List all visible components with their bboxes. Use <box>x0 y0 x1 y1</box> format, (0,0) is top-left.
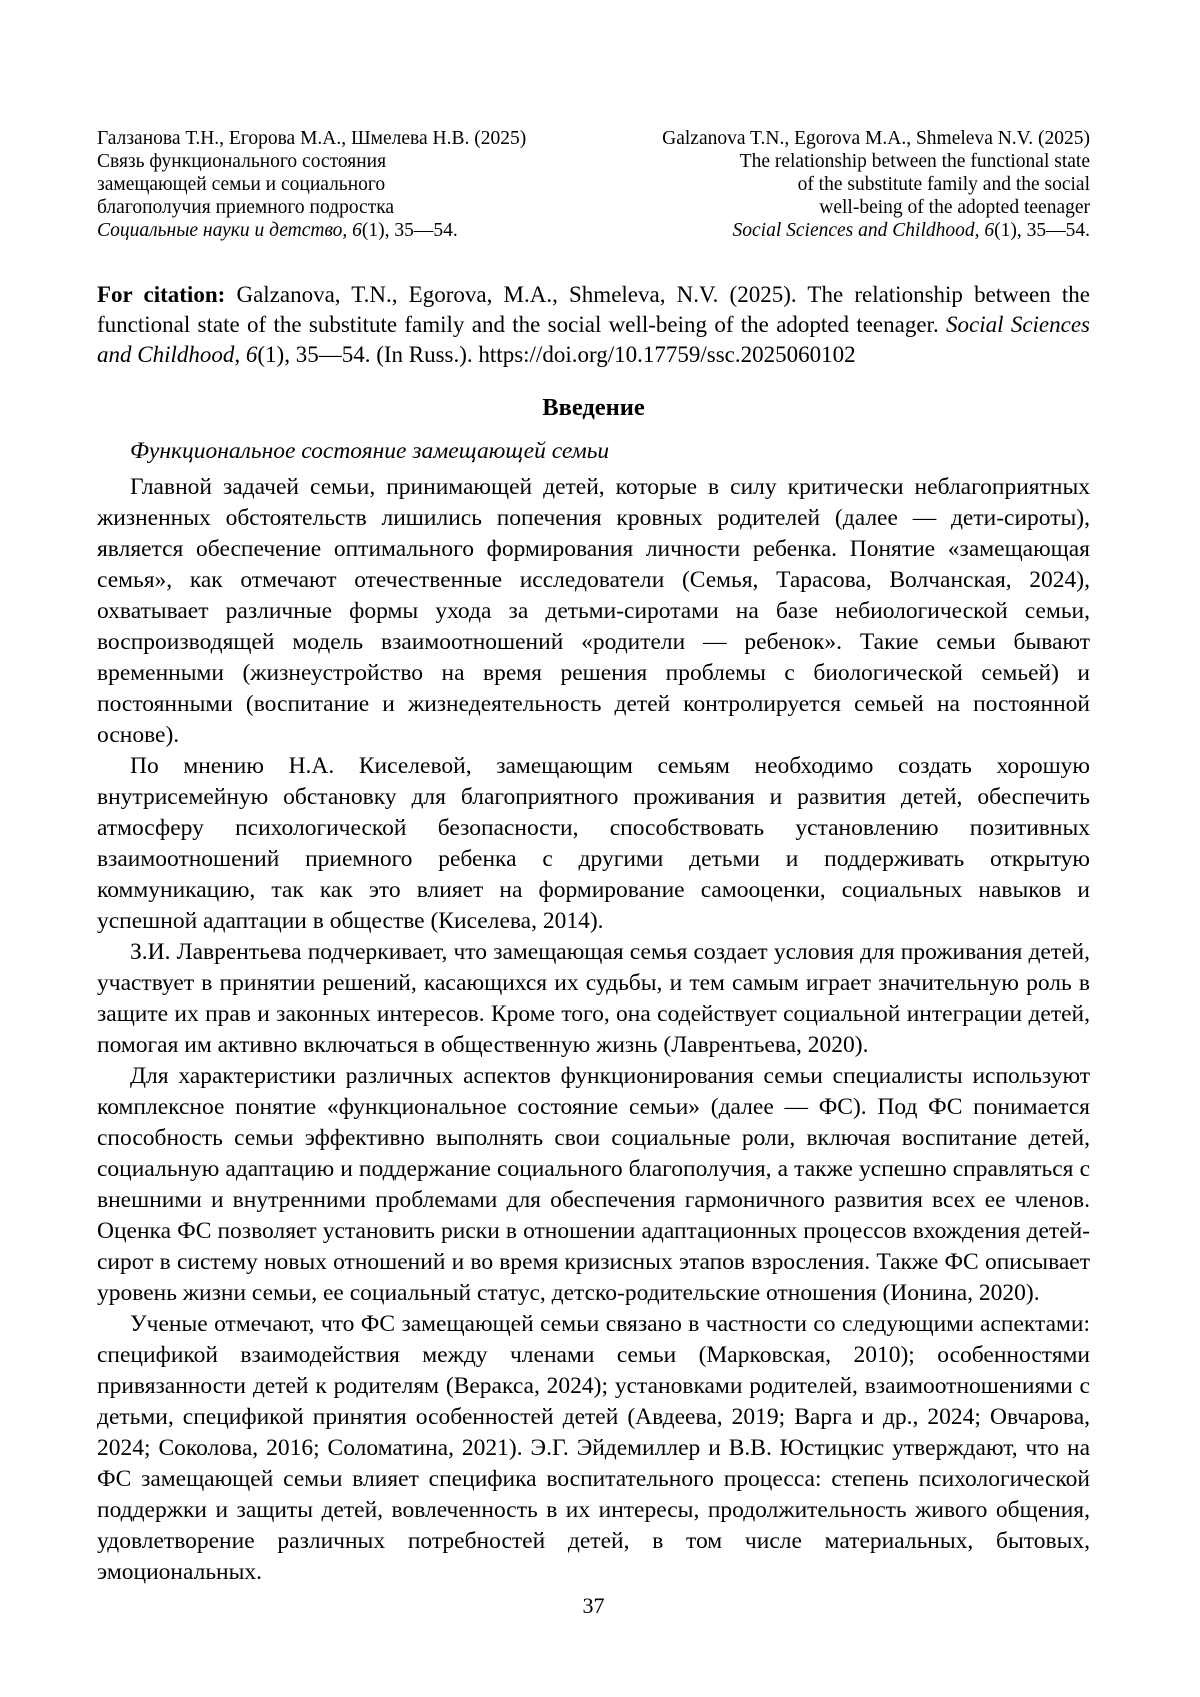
journal-issue-en: (1), 35—54. <box>994 220 1090 241</box>
journal-title-en: Social Sciences and Childhood, 6 <box>732 220 995 241</box>
header-authors-en: Galzanova T.N., Egorova M.A., Shmeleva N.V. (2025) <box>662 128 1090 149</box>
header-title-en-line2: of the substitute family and the social <box>797 174 1090 195</box>
header-title-en-line3: well-being of the adopted teenager <box>819 197 1090 218</box>
header-journal-ref-ru <box>97 219 526 242</box>
header-citation-russian <box>97 127 526 242</box>
journal-title-ru: Социальные науки и детство, 6 <box>97 220 362 241</box>
body-paragraph-1: Главной задачей семьи, принимающей детей, которые в силу критически неблагоприятных жизненных обстоятельств лишились попечения кровных родителей (далее — дети-сироты), является обеспечение оптимального формирования личности ребенка. Понятие «замещающая семья», как отмечают отечественные исследователи (Семья, Тарасова, Волчанская, 2024), охватывает различные формы ухода за детьми-сиротами на базе небиологической семьи, воспроизводящей модель взаимоотношений «родители — ребенок». Такие семьи бывают временными (жизнеустройство на время решения проблемы с биологической семьей) и постоянными (воспитание и жизнедеятельность детей контролируется семьей на постоянной основе). <box>97 474 1090 748</box>
citation-journal-title: Social Sciences and Childhood, 6 <box>97 312 1090 367</box>
doi-url: https://doi.org/10.17759/ssc.2025060102 <box>478 342 856 367</box>
header-title-ru-line2: замещающей семьи и социального <box>97 174 386 195</box>
page-number: 37 <box>582 1593 605 1618</box>
journal-issue-ru: (1), 35—54. <box>361 220 458 241</box>
citation-text: Galzanova, T.N., Egorova, M.A., Shmeleva, N.V. (2025). The relationship between the functional state of the substitute family and the social well-being of the adopted teenager. <box>97 282 1090 337</box>
header-journal-ref-en <box>662 219 1090 242</box>
article-header <box>97 127 1090 242</box>
for-citation-paragraph <box>97 280 1090 370</box>
for-citation-label: For citation: <box>97 282 226 307</box>
subsection-heading-functional-state: Функциональное состояние замещающей семьи <box>130 438 610 464</box>
citation-issue-pages: (1), 35—54. (In Russ.). <box>257 342 479 367</box>
header-citation-english <box>662 127 1090 242</box>
body-paragraph-4: Для характеристики различных аспектов функционирования семьи специалисты используют комплексное понятие «функциональное состояние семьи» (далее — ФС). Под ФС понимается способность семьи эффективно выполнять свои социальные роли, включая воспитание детей, социальную адаптацию и поддержание социального благополучия, а также успешно справляться с внешними и внутренними проблемами для обеспечения гармоничного развития всех ее членов. Оценка ФС позволяет установить риски в отношении адаптационных процессов вхождения детей-сирот в систему новых отношений и во время кризисных этапов взросления. Также ФС описывает уровень жизни семьи, ее социальный статус, детско-родительские отношения (Ионина, 2020). <box>97 1063 1090 1306</box>
body-paragraph-5: Ученые отмечают, что ФС замещающей семьи связано в частности со следующими аспектами: спецификой взаимодействия между членами семьи (Марковская, 2010); особенностями привязанности детей к родителям (Веракса, 2024); установками родителей, взаимоотношениями с детьми, спецификой принятия особенностей детей (Авдеева, 2019; Варга и др., 2024; Овчарова, 2024; Соколова, 2016; Соломатина, 2021). Э.Г. Эйдемиллер и В.В. Юстицкис утверждают, что на ФС замещающей семьи влияет специфика воспитательного процесса: степень психологической поддержки и защиты детей, вовлеченность в их интересы, продолжительность живого общения, удовлетворение различных потребностей детей, в том числе материальных, бытовых, эмоциональных. <box>97 1311 1090 1585</box>
header-title-ru-line1: Связь функционального состояния <box>97 151 387 172</box>
section-heading-introduction: Введение <box>542 394 645 421</box>
header-authors-ru: Галзанова Т.Н., Егорова М.А., Шмелева Н.В. (2025) <box>97 128 527 149</box>
body-paragraph-2: По мнению Н.А. Киселевой, замещающим семьям необходимо создать хорошую внутрисемейную обстановку для благоприятного проживания и развития детей, обеспечить атмосферу психологической безопасности, способствовать установлению позитивных взаимоотношений приемного ребенка с другими детьми и поддерживать открытую коммуникацию, так как это влияет на формирование самооценки, социальных навыков и успешной адаптации в обществе (Киселева, 2014). <box>97 753 1090 934</box>
header-title-ru-line3: благополучия приемного подростка <box>97 197 395 218</box>
body-paragraph-3: З.И. Лаврентьева подчеркивает, что замещающая семья создает условия для проживания детей, участвует в принятии решений, касающихся их судьбы, и тем самым играет значительную роль в защите их прав и законных интересов. Кроме того, она содействует социальной интеграции детей, помогая им активно включаться в общественную жизнь (Лаврентьева, 2020). <box>97 939 1090 1058</box>
header-title-en-line1: The relationship between the functional state <box>739 151 1090 172</box>
